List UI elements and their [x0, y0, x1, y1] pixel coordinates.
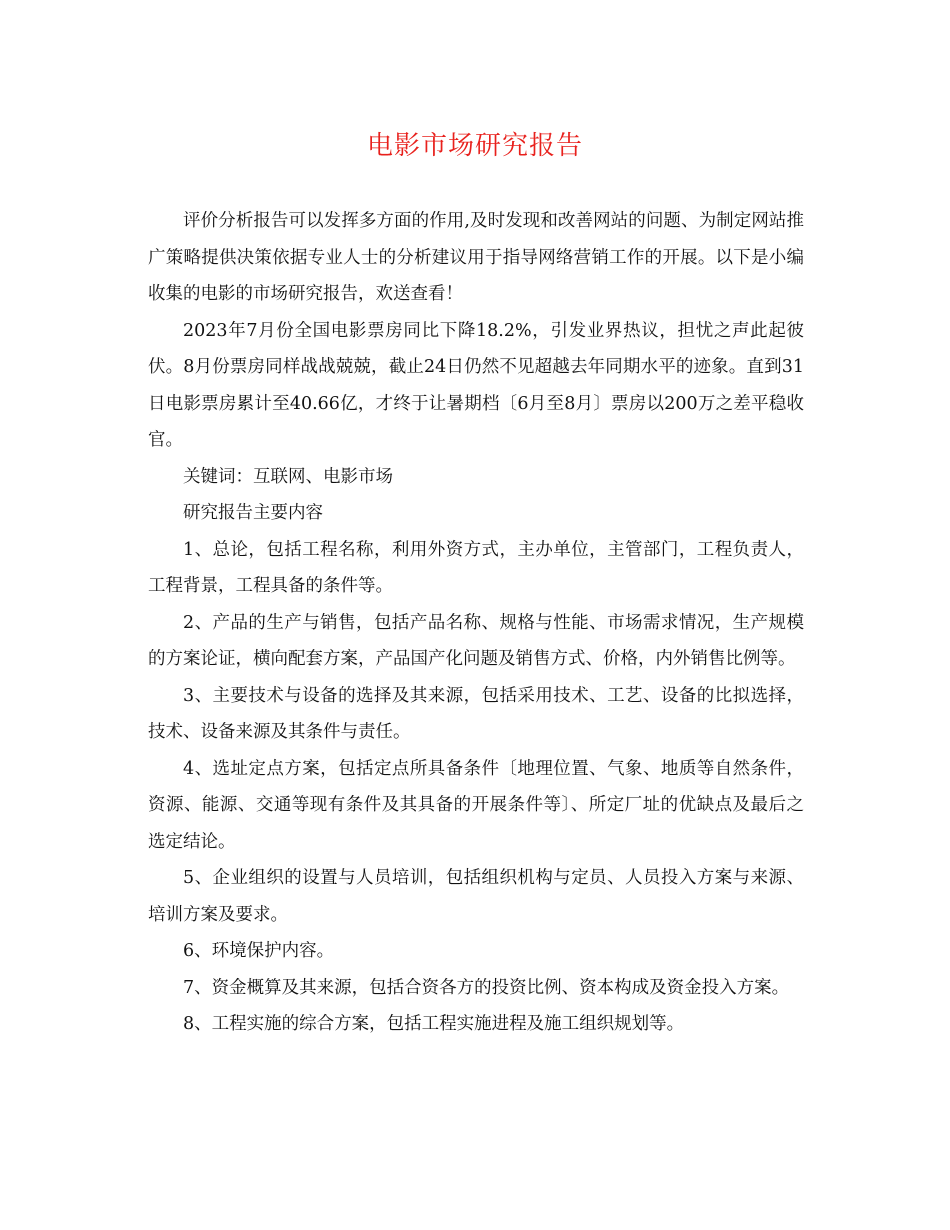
paragraph-intro: 评价分析报告可以发挥多方面的作用,及时发现和改善网站的问题、为制定网站推广策略提供决策依据专业人士的分析建议用于指导网络营销工作的开展。以下是小编收集的电影的市场研究报告，欢送查看！ [148, 211, 804, 304]
list-item: 4、选址定点方案，包括定点所具备条件〔地理位置、气象、地质等自然条件，资源、能源、交通等现有条件及其具备的开展条件等〕、所定厂址的优缺点及最后之选定结论。 [148, 758, 804, 852]
list-item: 7、资金概算及其来源，包括合资各方的投资比例、资本构成及资金投入方案。 [183, 977, 790, 998]
document-body [148, 203, 804, 1043]
paragraph-box-office: 2023年7月份全国电影票房同比下降18.2%，引发业界热议，担忧之声此起彼伏。8月份票房同样战战兢兢，截止24日仍然不见超越去年同期水平的迹象。直到31日电影票房累计至40.66亿，才终于让暑期档〔6月至8月〕票房以200万之差平稳收官。 [148, 320, 804, 450]
list-item: 3、主要技术与设备的选择及其来源，包括采用技术、工艺、设备的比拟选择，技术、设备来源及其条件与责任。 [148, 685, 804, 742]
list-item: 5、企业组织的设置与人员培训，包括组织机构与定员、人员投入方案与来源、培训方案及要求。 [148, 868, 804, 925]
list-item: 8、工程实施的综合方案，包括工程实施进程及施工组织规划等。 [183, 1014, 685, 1034]
list-item: 1、总论，包括工程名称，利用外资方式，主办单位，主管部门，工程负责人，工程背景，工程具备的条件等。 [148, 539, 804, 596]
paragraph-keywords: 关键词：互联网、电影市场 [183, 466, 393, 487]
section-heading: 研究报告主要内容 [183, 503, 323, 523]
document-title: 电影市场研究报告 [366, 131, 583, 161]
list-item: 6、环境保护内容。 [183, 941, 335, 961]
list-item: 2、产品的生产与销售，包括产品名称、规格与性能、市场需求情况，生产规模的方案论证，横向配套方案，产品国产化问题及销售方式、价格，内外销售比例等。 [148, 612, 804, 669]
